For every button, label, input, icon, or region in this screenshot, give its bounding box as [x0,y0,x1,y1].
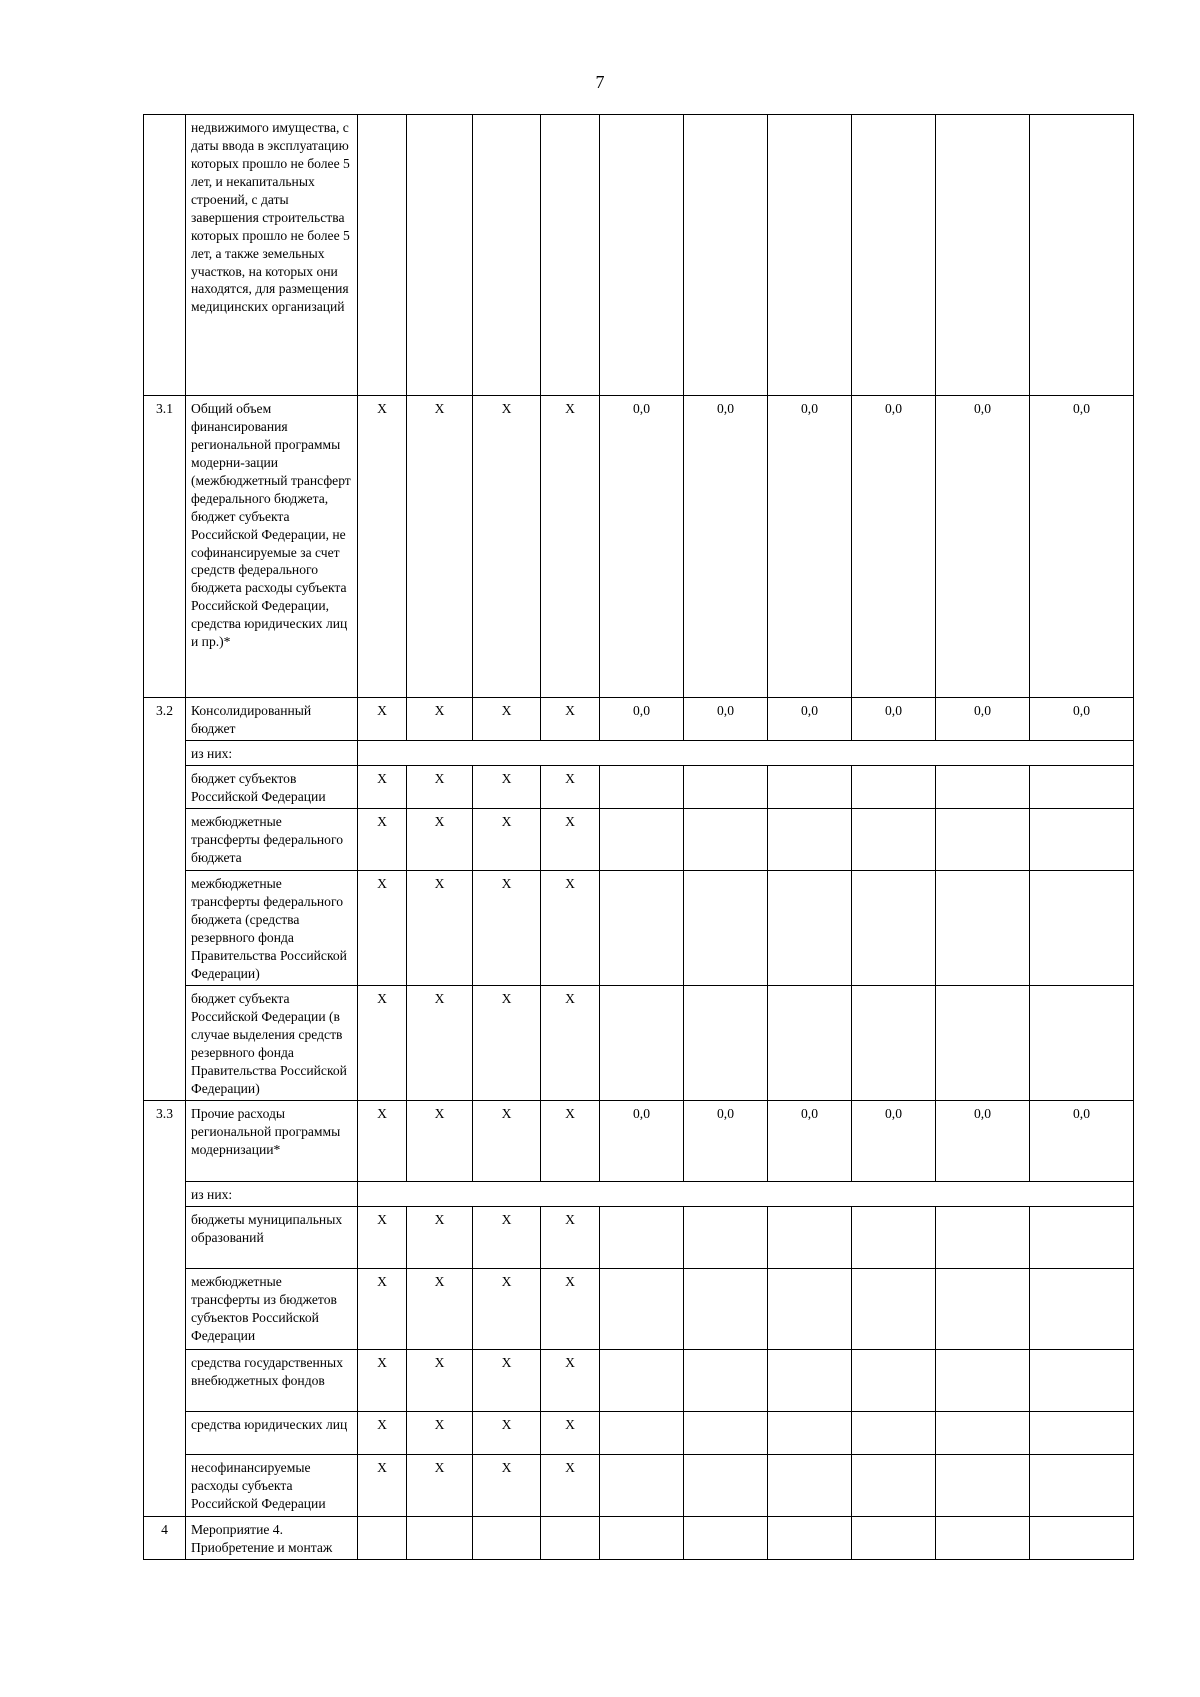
value-cell: Х [358,1454,407,1516]
value-cell: 0,0 [684,396,768,698]
value-cell: 0,0 [852,698,936,741]
value-cell: 0,0 [852,1100,936,1181]
value-cell: Х [407,1454,473,1516]
row-description: межбюджетные трансферты федерального бюджета [186,808,358,870]
value-cell: Х [407,870,473,985]
value-cell: 0,0 [600,698,684,741]
value-cell [1030,1411,1134,1454]
value-cell [684,1206,768,1268]
value-cell: Х [358,1100,407,1181]
value-cell [936,1516,1030,1559]
value-cell [852,808,936,870]
value-cell [936,1268,1030,1349]
value-cell [1030,870,1134,985]
value-cell [768,1411,852,1454]
table-row [144,1349,1134,1411]
value-cell: Х [407,698,473,741]
table-row [144,1454,1134,1516]
table-row [144,115,1134,396]
value-cell: Х [358,1268,407,1349]
value-cell [852,1268,936,1349]
row-description: Прочие расходы региональной программы модернизации* [186,1100,358,1181]
table-row [144,765,1134,808]
value-cell [358,115,407,396]
value-cell [936,1454,1030,1516]
value-cell: 0,0 [936,396,1030,698]
value-cell [1030,1206,1134,1268]
value-cell [1030,985,1134,1100]
table-row [144,1411,1134,1454]
value-cell [600,1268,684,1349]
row-description: из них: [186,741,358,766]
value-cell: Х [473,1206,541,1268]
value-cell: Х [541,396,600,698]
value-cell [600,1454,684,1516]
value-cell [1030,1349,1134,1411]
value-cell: Х [541,1268,600,1349]
value-cell [936,1349,1030,1411]
value-cell: Х [473,1349,541,1411]
row-description: Консолидированный бюджет [186,698,358,741]
value-cell [600,1411,684,1454]
value-cell [936,808,1030,870]
value-cell [936,870,1030,985]
value-cell: Х [541,1454,600,1516]
table-row [144,396,1134,698]
value-cell [936,985,1030,1100]
value-cell: 0,0 [600,396,684,698]
value-cell: Х [358,808,407,870]
value-cell [768,870,852,985]
value-cell [600,1206,684,1268]
value-cell: Х [541,870,600,985]
value-cell: Х [473,870,541,985]
merged-empty-cell [358,741,1134,766]
value-cell: Х [473,808,541,870]
value-cell [768,115,852,396]
value-cell [600,765,684,808]
value-cell [600,115,684,396]
value-cell: Х [473,1268,541,1349]
value-cell: Х [407,396,473,698]
value-cell: Х [407,1100,473,1181]
row-description: межбюджетные трансферты из бюджетов субъектов Российской Федерации [186,1268,358,1349]
value-cell [768,1206,852,1268]
table-row [144,1516,1134,1559]
value-cell [684,115,768,396]
row-description: средства юридических лиц [186,1411,358,1454]
value-cell: Х [541,808,600,870]
value-cell [541,115,600,396]
value-cell [852,1454,936,1516]
row-description: Мероприятие 4. Приобретение и монтаж [186,1516,358,1559]
value-cell [936,1206,1030,1268]
value-cell: 0,0 [684,1100,768,1181]
value-cell [684,1268,768,1349]
value-cell: Х [407,1268,473,1349]
value-cell: Х [473,1454,541,1516]
value-cell: 0,0 [768,1100,852,1181]
row-number: 4 [144,1516,186,1559]
value-cell [1030,1454,1134,1516]
value-cell [1030,808,1134,870]
value-cell [852,1516,936,1559]
value-cell [768,1516,852,1559]
value-cell [852,1206,936,1268]
value-cell: Х [541,1100,600,1181]
value-cell [768,765,852,808]
value-cell: Х [473,765,541,808]
value-cell [768,808,852,870]
value-cell [1030,765,1134,808]
value-cell [936,115,1030,396]
table-row [144,741,1134,766]
value-cell [768,985,852,1100]
row-description: бюджет субъектов Российской Федерации [186,765,358,808]
value-cell: 0,0 [684,698,768,741]
value-cell: 0,0 [1030,698,1134,741]
row-description: из них: [186,1181,358,1206]
value-cell [768,1454,852,1516]
value-cell: Х [473,985,541,1100]
value-cell [768,1349,852,1411]
row-number: 3.2 [144,698,186,1101]
value-cell: Х [358,1349,407,1411]
row-number [144,115,186,396]
value-cell: Х [473,1100,541,1181]
value-cell [600,808,684,870]
value-cell: Х [407,808,473,870]
value-cell: 0,0 [600,1100,684,1181]
value-cell [852,985,936,1100]
value-cell: Х [358,765,407,808]
value-cell [684,985,768,1100]
value-cell: Х [473,396,541,698]
row-description: межбюджетные трансферты федерального бюджета (средства резервного фонда Правительства Российской Федерации) [186,870,358,985]
table-row [144,698,1134,741]
value-cell [1030,115,1134,396]
value-cell: 0,0 [936,698,1030,741]
value-cell [541,1516,600,1559]
value-cell [684,765,768,808]
value-cell: Х [541,985,600,1100]
value-cell: Х [541,698,600,741]
value-cell: Х [473,1411,541,1454]
value-cell: 0,0 [768,396,852,698]
row-description: несофинансируемые расходы субъекта Российской Федерации [186,1454,358,1516]
value-cell [684,1454,768,1516]
value-cell [852,765,936,808]
value-cell: Х [407,1349,473,1411]
row-description: Общий объем финансирования региональной программы модерни-зации (межбюджетный трансферт федерального бюджета, бюджет субъекта Российской Федерации, не софинансируемые за счет средств федерального бюджета расходы субъекта Российской Федерации, средства юридических лиц и пр.)* [186,396,358,698]
value-cell: Х [541,1206,600,1268]
row-number: 3.3 [144,1100,186,1516]
value-cell: Х [407,765,473,808]
value-cell [358,1516,407,1559]
value-cell [852,1411,936,1454]
value-cell [684,1349,768,1411]
value-cell [684,870,768,985]
row-description: средства государственных внебюджетных фондов [186,1349,358,1411]
value-cell: Х [473,698,541,741]
value-cell [936,765,1030,808]
value-cell: Х [358,1206,407,1268]
financing-table [143,114,1134,1560]
value-cell [684,808,768,870]
value-cell [1030,1268,1134,1349]
value-cell [473,1516,541,1559]
value-cell [768,1268,852,1349]
value-cell: 0,0 [936,1100,1030,1181]
value-cell [684,1411,768,1454]
row-description: недвижимого имущества, с даты ввода в эксплуатацию которых прошло не более 5 лет, и некапитальных строений, с даты завершения строительства которых прошло не более 5 лет, а также земельных участков, на которых они находятся, для размещения медицинских организаций [186,115,358,396]
value-cell [936,1411,1030,1454]
table-row [144,1181,1134,1206]
value-cell: Х [358,698,407,741]
value-cell: 0,0 [768,698,852,741]
row-description: бюджет субъекта Российской Федерации (в случае выделения средств резервного фонда Правительства Российской Федерации) [186,985,358,1100]
value-cell [852,115,936,396]
value-cell: Х [541,765,600,808]
value-cell [407,1516,473,1559]
table-row [144,985,1134,1100]
row-description: бюджеты муниципальных образований [186,1206,358,1268]
value-cell: Х [541,1349,600,1411]
value-cell [407,115,473,396]
value-cell [600,1516,684,1559]
value-cell: Х [358,1411,407,1454]
value-cell [600,870,684,985]
table-body [144,115,1134,1560]
value-cell: Х [407,1411,473,1454]
value-cell [852,870,936,985]
value-cell: 0,0 [1030,1100,1134,1181]
table-row [144,808,1134,870]
value-cell: Х [358,396,407,698]
table-row [144,870,1134,985]
value-cell [1030,1516,1134,1559]
value-cell [852,1349,936,1411]
table-row [144,1100,1134,1181]
value-cell [473,115,541,396]
value-cell [600,1349,684,1411]
value-cell: 0,0 [1030,396,1134,698]
value-cell: Х [358,870,407,985]
value-cell: Х [407,1206,473,1268]
value-cell [684,1516,768,1559]
table-row [144,1268,1134,1349]
value-cell: 0,0 [852,396,936,698]
value-cell: Х [541,1411,600,1454]
value-cell: Х [358,985,407,1100]
merged-empty-cell [358,1181,1134,1206]
page-number: 7 [595,72,605,92]
value-cell [600,985,684,1100]
table-row [144,1206,1134,1268]
row-number: 3.1 [144,396,186,698]
value-cell: Х [407,985,473,1100]
